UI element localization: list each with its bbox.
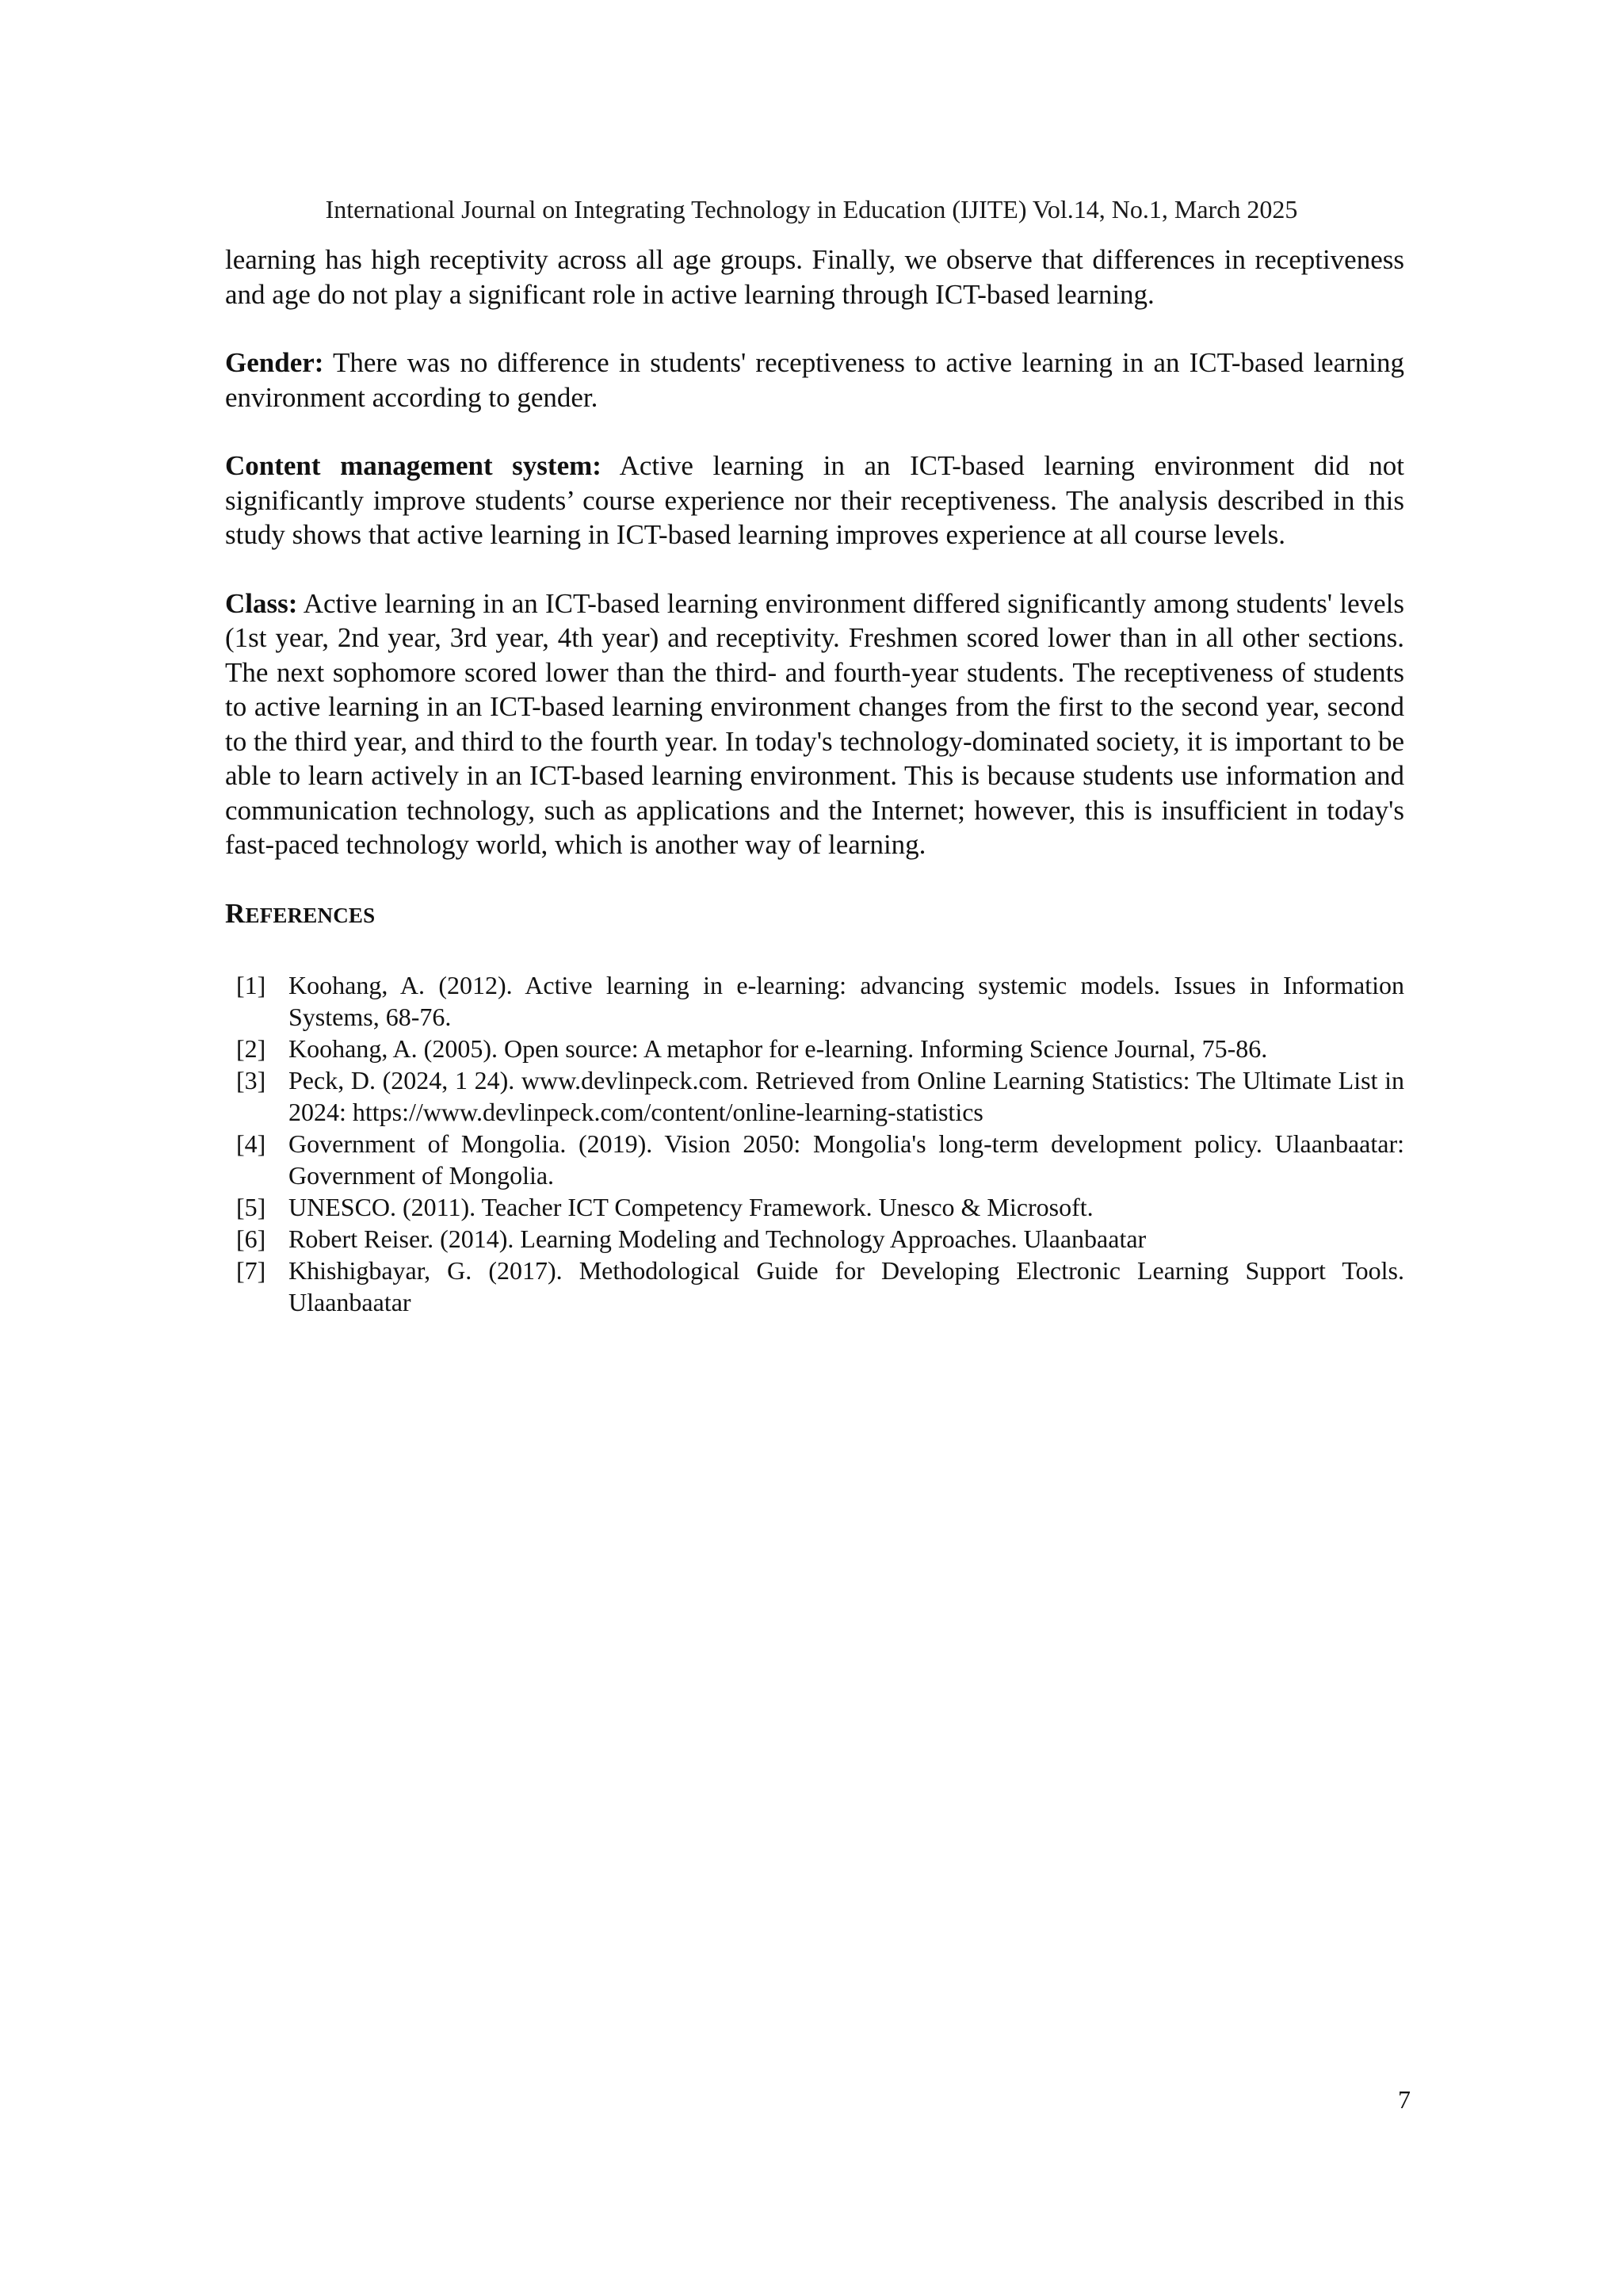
cms-text: Active learning in an ICT-based learning environment did not significantly improve students’ course experience nor their receptiveness. The analysis described in this study shows that active learning in ICT-based learning improves experience at all course levels. [225, 450, 1405, 550]
reference-number: [5] [236, 1193, 266, 1221]
reference-number: [2] [236, 1034, 266, 1063]
page-number: 7 [1398, 2085, 1411, 2114]
reference-number: [6] [236, 1224, 266, 1253]
references-heading-rest: EFERENCES [245, 903, 376, 927]
body-text [225, 243, 1404, 1318]
gender-label: Gender: [225, 347, 324, 378]
reference-item [225, 969, 1404, 1033]
paragraph-gender [225, 346, 1404, 415]
reference-number: [1] [236, 971, 266, 999]
references-heading-initial: R [225, 897, 246, 929]
reference-item [225, 1223, 1404, 1255]
reference-item [225, 1064, 1404, 1128]
reference-number: [4] [236, 1129, 266, 1158]
class-label: Class: [225, 587, 298, 619]
references-heading [225, 896, 1404, 934]
paragraph-class [225, 586, 1404, 862]
reference-item [225, 1033, 1404, 1064]
reference-item [225, 1191, 1404, 1223]
reference-text: Peck, D. (2024, 1 24). www.devlinpeck.com. Retrieved from Online Learning Statistics: The Ultimate List in 2024: https://www.devlinpeck.com/content/online-learning-statistics [288, 1066, 1404, 1126]
reference-text: Robert Reiser. (2014). Learning Modeling and Technology Approaches. Ulaanbaatar [288, 1224, 1147, 1253]
gender-text: There was no difference in students' receptiveness to active learning in an ICT-based learning environment according to gender. [225, 347, 1404, 413]
reference-text: Government of Mongolia. (2019). Vision 2050: Mongolia's long-term development policy. Ulaanbaatar: Government of Mongolia. [288, 1129, 1404, 1190]
reference-number: [3] [236, 1066, 266, 1095]
reference-number: [7] [236, 1256, 266, 1285]
reference-text: Koohang, A. (2012). Active learning in e-learning: advancing systemic models. Issues in Information Systems, 68-76. [288, 971, 1404, 1031]
reference-text: Khishigbayar, G. (2017). Methodological Guide for Developing Electronic Learning Support Tools. Ulaanbaatar [288, 1256, 1404, 1316]
references-list [225, 969, 1404, 1318]
reference-text: Koohang, A. (2005). Open source: A metaphor for e-learning. Informing Science Journal, 75-86. [288, 1034, 1268, 1063]
paragraph-content-management-system [225, 449, 1404, 552]
reference-text: UNESCO. (2011). Teacher ICT Competency Framework. Unesco & Microsoft. [288, 1193, 1094, 1221]
reference-item [225, 1128, 1404, 1191]
class-text: Active learning in an ICT-based learning environment differed significantly among students' levels (1st year, 2nd year, 3rd year, 4th year) and receptivity. Freshmen scored lower than in all other sections. The next sophomore scored lower than the third- and fourth-year students. The receptiveness of students to active learning in an ICT-based learning environment changes from the first to the second year, second to the third year, and third to the fourth year. In today's technology-dominated society, it is important to be able to learn actively in an ICT-based learning environment. This is because students use information and communication technology, such as applications and the Internet; however, this is insufficient in today's fast-paced technology world, which is another way of learning. [225, 587, 1404, 860]
running-header: International Journal on Integrating Technology in Education (IJITE) Vol.14, No.1, March 2025 [325, 195, 1298, 223]
reference-item [225, 1255, 1404, 1318]
paragraph-intro: learning has high receptivity across all age groups. Finally, we observe that differences in receptiveness and age do not play a significant role in active learning through ICT-based learning. [225, 244, 1404, 310]
cms-label: Content management system: [225, 450, 601, 481]
